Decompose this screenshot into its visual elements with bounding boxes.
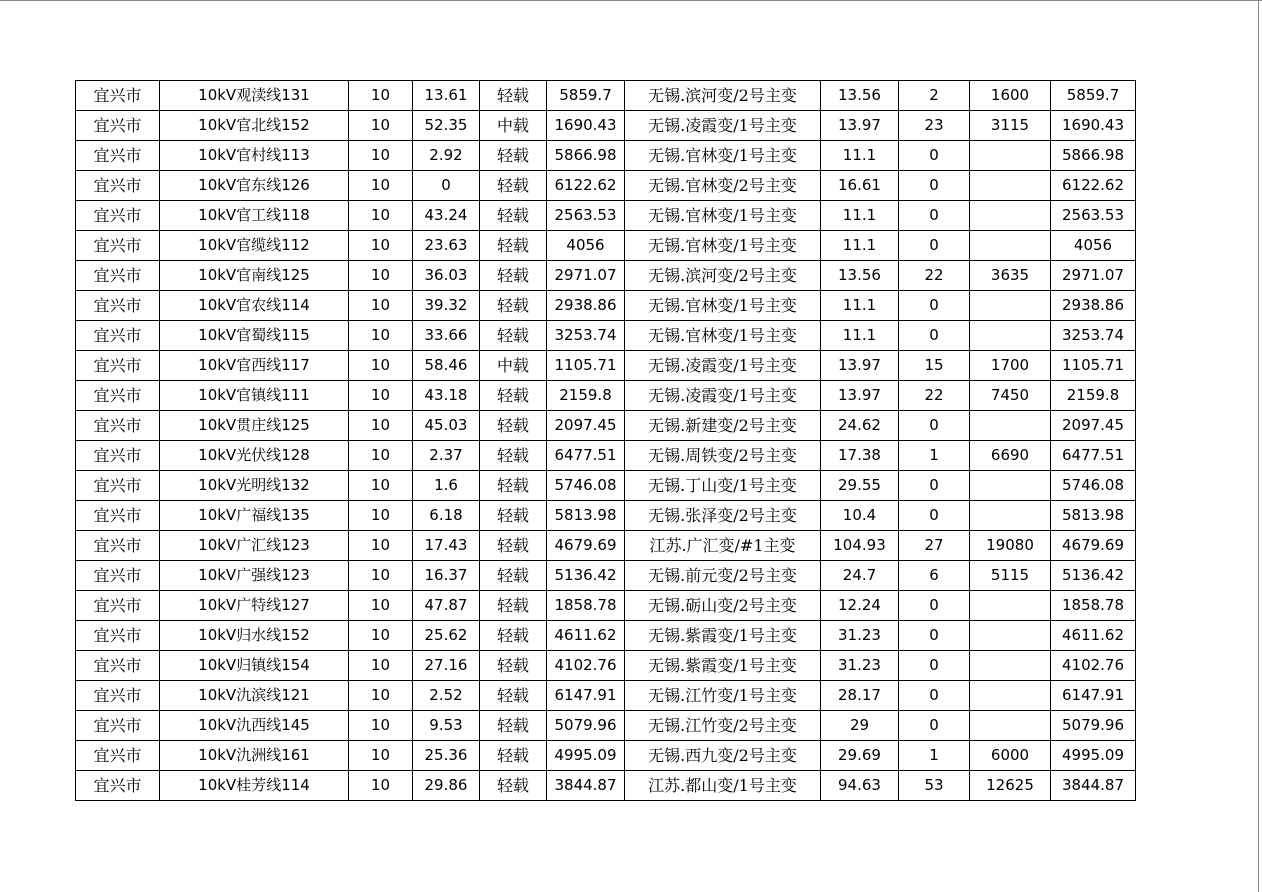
available-capacity-cell: 3844.87 — [547, 771, 625, 801]
city-cell: 宜兴市 — [76, 261, 160, 291]
available-capacity-cell: 2971.07 — [547, 261, 625, 291]
available-capacity-cell: 4611.62 — [547, 621, 625, 651]
load-status-cell: 轻载 — [480, 441, 547, 471]
line-name-cell: 10kV官工线118 — [160, 201, 349, 231]
line-name-cell: 10kV归镇线154 — [160, 651, 349, 681]
table-row — [76, 291, 1136, 321]
remaining-capacity-cell: 4995.09 — [1051, 741, 1136, 771]
load-status-cell: 轻载 — [480, 81, 547, 111]
count-cell: 0 — [899, 231, 970, 261]
load-rate-cell: 2.52 — [413, 681, 480, 711]
transformer-value-cell: 29 — [821, 711, 899, 741]
transformer-value-cell: 24.62 — [821, 411, 899, 441]
load-rate-cell: 43.18 — [413, 381, 480, 411]
available-capacity-cell: 5859.7 — [547, 81, 625, 111]
capacity-cell: 3635 — [970, 261, 1051, 291]
line-name-cell: 10kV官缆线112 — [160, 231, 349, 261]
voltage-cell: 10 — [349, 411, 413, 441]
load-status-cell: 轻载 — [480, 471, 547, 501]
voltage-cell: 10 — [349, 621, 413, 651]
remaining-capacity-cell: 2159.8 — [1051, 381, 1136, 411]
table-row — [76, 201, 1136, 231]
count-cell: 0 — [899, 621, 970, 651]
remaining-capacity-cell: 4102.76 — [1051, 651, 1136, 681]
remaining-capacity-cell: 5859.7 — [1051, 81, 1136, 111]
table-row — [76, 81, 1136, 111]
available-capacity-cell: 4056 — [547, 231, 625, 261]
city-cell: 宜兴市 — [76, 411, 160, 441]
table-row — [76, 591, 1136, 621]
capacity-cell — [970, 651, 1051, 681]
remaining-capacity-cell: 2563.53 — [1051, 201, 1136, 231]
count-cell: 1 — [899, 441, 970, 471]
line-name-cell: 10kV官南线125 — [160, 261, 349, 291]
voltage-cell: 10 — [349, 171, 413, 201]
substation-cell: 无锡.西九变/2号主变 — [625, 741, 821, 771]
remaining-capacity-cell: 1690.43 — [1051, 111, 1136, 141]
table-row — [76, 651, 1136, 681]
count-cell: 15 — [899, 351, 970, 381]
load-rate-cell: 36.03 — [413, 261, 480, 291]
transformer-value-cell: 16.61 — [821, 171, 899, 201]
transformer-value-cell: 13.56 — [821, 261, 899, 291]
count-cell: 22 — [899, 261, 970, 291]
available-capacity-cell: 5136.42 — [547, 561, 625, 591]
transformer-value-cell: 13.97 — [821, 381, 899, 411]
table-row — [76, 711, 1136, 741]
voltage-cell: 10 — [349, 591, 413, 621]
load-status-cell: 轻载 — [480, 321, 547, 351]
remaining-capacity-cell: 3253.74 — [1051, 321, 1136, 351]
load-status-cell: 轻载 — [480, 591, 547, 621]
table-row — [76, 681, 1136, 711]
load-status-cell: 轻载 — [480, 411, 547, 441]
available-capacity-cell: 6477.51 — [547, 441, 625, 471]
table-row — [76, 411, 1136, 441]
substation-cell: 无锡.前元变/2号主变 — [625, 561, 821, 591]
load-rate-cell: 27.16 — [413, 651, 480, 681]
load-rate-cell: 25.62 — [413, 621, 480, 651]
load-status-cell: 轻载 — [480, 621, 547, 651]
available-capacity-cell: 5746.08 — [547, 471, 625, 501]
remaining-capacity-cell: 3844.87 — [1051, 771, 1136, 801]
remaining-capacity-cell: 5746.08 — [1051, 471, 1136, 501]
substation-cell: 无锡.官林变/1号主变 — [625, 141, 821, 171]
voltage-cell: 10 — [349, 561, 413, 591]
transformer-value-cell: 29.55 — [821, 471, 899, 501]
transformer-value-cell: 11.1 — [821, 321, 899, 351]
transformer-value-cell: 29.69 — [821, 741, 899, 771]
voltage-cell: 10 — [349, 771, 413, 801]
capacity-cell: 5115 — [970, 561, 1051, 591]
count-cell: 22 — [899, 381, 970, 411]
count-cell: 53 — [899, 771, 970, 801]
voltage-cell: 10 — [349, 441, 413, 471]
count-cell: 0 — [899, 591, 970, 621]
transformer-value-cell: 13.97 — [821, 351, 899, 381]
substation-cell: 无锡.官林变/1号主变 — [625, 321, 821, 351]
city-cell: 宜兴市 — [76, 141, 160, 171]
capacity-cell: 1700 — [970, 351, 1051, 381]
count-cell: 0 — [899, 141, 970, 171]
capacity-cell — [970, 411, 1051, 441]
load-rate-cell: 6.18 — [413, 501, 480, 531]
city-cell: 宜兴市 — [76, 81, 160, 111]
line-name-cell: 10kV官东线126 — [160, 171, 349, 201]
table-row — [76, 471, 1136, 501]
available-capacity-cell: 4102.76 — [547, 651, 625, 681]
load-rate-cell: 39.32 — [413, 291, 480, 321]
city-cell: 宜兴市 — [76, 321, 160, 351]
city-cell: 宜兴市 — [76, 231, 160, 261]
substation-cell: 无锡.周铁变/2号主变 — [625, 441, 821, 471]
table-row — [76, 381, 1136, 411]
line-name-cell: 10kV官村线113 — [160, 141, 349, 171]
load-rate-cell: 58.46 — [413, 351, 480, 381]
substation-cell: 江苏.都山变/1号主变 — [625, 771, 821, 801]
voltage-cell: 10 — [349, 741, 413, 771]
page-right-edge — [1258, 0, 1259, 892]
remaining-capacity-cell: 5866.98 — [1051, 141, 1136, 171]
substation-cell: 无锡.官林变/1号主变 — [625, 291, 821, 321]
load-status-cell: 轻载 — [480, 261, 547, 291]
count-cell: 27 — [899, 531, 970, 561]
voltage-cell: 10 — [349, 201, 413, 231]
voltage-cell: 10 — [349, 711, 413, 741]
load-status-cell: 轻载 — [480, 651, 547, 681]
line-name-cell: 10kV桂芳线114 — [160, 771, 349, 801]
load-status-cell: 轻载 — [480, 141, 547, 171]
voltage-cell: 10 — [349, 141, 413, 171]
transformer-value-cell: 11.1 — [821, 201, 899, 231]
count-cell: 2 — [899, 81, 970, 111]
count-cell: 23 — [899, 111, 970, 141]
table-row — [76, 111, 1136, 141]
city-cell: 宜兴市 — [76, 651, 160, 681]
capacity-cell — [970, 171, 1051, 201]
substation-cell: 无锡.官林变/2号主变 — [625, 171, 821, 201]
available-capacity-cell: 1858.78 — [547, 591, 625, 621]
load-rate-cell: 13.61 — [413, 81, 480, 111]
load-rate-cell: 23.63 — [413, 231, 480, 261]
load-rate-cell: 1.6 — [413, 471, 480, 501]
city-cell: 宜兴市 — [76, 591, 160, 621]
available-capacity-cell: 4679.69 — [547, 531, 625, 561]
voltage-cell: 10 — [349, 291, 413, 321]
table-row — [76, 501, 1136, 531]
line-name-cell: 10kV官西线117 — [160, 351, 349, 381]
load-status-cell: 轻载 — [480, 501, 547, 531]
load-status-cell: 轻载 — [480, 291, 547, 321]
city-cell: 宜兴市 — [76, 621, 160, 651]
line-name-cell: 10kV归水线152 — [160, 621, 349, 651]
substation-cell: 无锡.砺山变/2号主变 — [625, 591, 821, 621]
substation-cell: 无锡.江竹变/1号主变 — [625, 681, 821, 711]
load-rate-cell: 17.43 — [413, 531, 480, 561]
available-capacity-cell: 2159.8 — [547, 381, 625, 411]
voltage-cell: 10 — [349, 501, 413, 531]
voltage-cell: 10 — [349, 531, 413, 561]
load-rate-cell: 43.24 — [413, 201, 480, 231]
substation-cell: 无锡.凌霞变/1号主变 — [625, 351, 821, 381]
line-name-cell: 10kV官农线114 — [160, 291, 349, 321]
remaining-capacity-cell: 6147.91 — [1051, 681, 1136, 711]
capacity-cell: 7450 — [970, 381, 1051, 411]
line-name-cell: 10kV光伏线128 — [160, 441, 349, 471]
transformer-value-cell: 12.24 — [821, 591, 899, 621]
table-row — [76, 531, 1136, 561]
substation-cell: 江苏.广汇变/#1主变 — [625, 531, 821, 561]
remaining-capacity-cell: 5813.98 — [1051, 501, 1136, 531]
city-cell: 宜兴市 — [76, 171, 160, 201]
line-name-cell: 10kV观渎线131 — [160, 81, 349, 111]
available-capacity-cell: 6122.62 — [547, 171, 625, 201]
capacity-cell — [970, 501, 1051, 531]
remaining-capacity-cell: 2097.45 — [1051, 411, 1136, 441]
load-status-cell: 轻载 — [480, 771, 547, 801]
line-name-cell: 10kV广福线135 — [160, 501, 349, 531]
transformer-value-cell: 104.93 — [821, 531, 899, 561]
capacity-cell — [970, 141, 1051, 171]
city-cell: 宜兴市 — [76, 291, 160, 321]
load-rate-cell: 33.66 — [413, 321, 480, 351]
transformer-value-cell: 10.4 — [821, 501, 899, 531]
substation-cell: 无锡.官林变/1号主变 — [625, 201, 821, 231]
capacity-cell — [970, 471, 1051, 501]
load-status-cell: 轻载 — [480, 171, 547, 201]
transformer-value-cell: 11.1 — [821, 141, 899, 171]
capacity-cell: 6000 — [970, 741, 1051, 771]
remaining-capacity-cell: 4679.69 — [1051, 531, 1136, 561]
capacity-cell — [970, 681, 1051, 711]
city-cell: 宜兴市 — [76, 711, 160, 741]
remaining-capacity-cell: 1105.71 — [1051, 351, 1136, 381]
remaining-capacity-cell: 6477.51 — [1051, 441, 1136, 471]
voltage-cell: 10 — [349, 111, 413, 141]
table-row — [76, 261, 1136, 291]
city-cell: 宜兴市 — [76, 351, 160, 381]
load-rate-cell: 2.92 — [413, 141, 480, 171]
transformer-value-cell: 11.1 — [821, 231, 899, 261]
available-capacity-cell: 6147.91 — [547, 681, 625, 711]
remaining-capacity-cell: 1858.78 — [1051, 591, 1136, 621]
capacity-cell — [970, 711, 1051, 741]
capacity-cell: 19080 — [970, 531, 1051, 561]
substation-cell: 无锡.江竹变/2号主变 — [625, 711, 821, 741]
table-row — [76, 561, 1136, 591]
capacity-cell — [970, 291, 1051, 321]
load-rate-cell: 9.53 — [413, 711, 480, 741]
line-name-cell: 10kV氿洲线161 — [160, 741, 349, 771]
voltage-cell: 10 — [349, 261, 413, 291]
table-body — [76, 81, 1136, 801]
available-capacity-cell: 4995.09 — [547, 741, 625, 771]
count-cell: 0 — [899, 651, 970, 681]
count-cell: 0 — [899, 201, 970, 231]
city-cell: 宜兴市 — [76, 471, 160, 501]
city-cell: 宜兴市 — [76, 201, 160, 231]
capacity-cell — [970, 321, 1051, 351]
transformer-value-cell: 31.23 — [821, 621, 899, 651]
voltage-cell: 10 — [349, 681, 413, 711]
available-capacity-cell: 2938.86 — [547, 291, 625, 321]
line-name-cell: 10kV官镇线111 — [160, 381, 349, 411]
capacity-cell — [970, 231, 1051, 261]
voltage-cell: 10 — [349, 81, 413, 111]
table-row — [76, 351, 1136, 381]
substation-cell: 无锡.紫霞变/1号主变 — [625, 651, 821, 681]
capacity-cell: 3115 — [970, 111, 1051, 141]
capacity-cell: 6690 — [970, 441, 1051, 471]
substation-cell: 无锡.张泽变/2号主变 — [625, 501, 821, 531]
voltage-cell: 10 — [349, 231, 413, 261]
available-capacity-cell: 5813.98 — [547, 501, 625, 531]
load-status-cell: 轻载 — [480, 711, 547, 741]
substation-cell: 无锡.滨河变/2号主变 — [625, 261, 821, 291]
city-cell: 宜兴市 — [76, 501, 160, 531]
count-cell: 0 — [899, 471, 970, 501]
transformer-value-cell: 11.1 — [821, 291, 899, 321]
remaining-capacity-cell: 4611.62 — [1051, 621, 1136, 651]
line-name-cell: 10kV广汇线123 — [160, 531, 349, 561]
load-rate-cell: 29.86 — [413, 771, 480, 801]
table-row — [76, 621, 1136, 651]
available-capacity-cell: 2563.53 — [547, 201, 625, 231]
count-cell: 0 — [899, 171, 970, 201]
transformer-value-cell: 94.63 — [821, 771, 899, 801]
capacity-cell — [970, 591, 1051, 621]
available-capacity-cell: 3253.74 — [547, 321, 625, 351]
page-top-edge — [0, 0, 1262, 1]
available-capacity-cell: 5866.98 — [547, 141, 625, 171]
load-status-cell: 中载 — [480, 111, 547, 141]
line-name-cell: 10kV贯庄线125 — [160, 411, 349, 441]
load-rate-cell: 25.36 — [413, 741, 480, 771]
city-cell: 宜兴市 — [76, 441, 160, 471]
line-name-cell: 10kV氿滨线121 — [160, 681, 349, 711]
count-cell: 0 — [899, 321, 970, 351]
count-cell: 0 — [899, 681, 970, 711]
line-name-cell: 10kV氿西线145 — [160, 711, 349, 741]
remaining-capacity-cell: 2971.07 — [1051, 261, 1136, 291]
voltage-cell: 10 — [349, 321, 413, 351]
available-capacity-cell: 1690.43 — [547, 111, 625, 141]
line-name-cell: 10kV官北线152 — [160, 111, 349, 141]
city-cell: 宜兴市 — [76, 111, 160, 141]
substation-cell: 无锡.丁山变/1号主变 — [625, 471, 821, 501]
transformer-value-cell: 13.97 — [821, 111, 899, 141]
line-name-cell: 10kV广特线127 — [160, 591, 349, 621]
transformer-value-cell: 13.56 — [821, 81, 899, 111]
count-cell: 0 — [899, 501, 970, 531]
load-status-cell: 轻载 — [480, 231, 547, 261]
capacity-cell — [970, 201, 1051, 231]
count-cell: 0 — [899, 411, 970, 441]
table-row — [76, 771, 1136, 801]
load-rate-cell: 47.87 — [413, 591, 480, 621]
city-cell: 宜兴市 — [76, 771, 160, 801]
load-status-cell: 轻载 — [480, 741, 547, 771]
count-cell: 0 — [899, 711, 970, 741]
voltage-cell: 10 — [349, 471, 413, 501]
substation-cell: 无锡.滨河变/2号主变 — [625, 81, 821, 111]
substation-cell: 无锡.官林变/1号主变 — [625, 231, 821, 261]
remaining-capacity-cell: 4056 — [1051, 231, 1136, 261]
remaining-capacity-cell: 5079.96 — [1051, 711, 1136, 741]
voltage-cell: 10 — [349, 351, 413, 381]
line-name-cell: 10kV光明线132 — [160, 471, 349, 501]
load-rate-cell: 2.37 — [413, 441, 480, 471]
table-row — [76, 171, 1136, 201]
count-cell: 1 — [899, 741, 970, 771]
substation-cell: 无锡.凌霞变/1号主变 — [625, 111, 821, 141]
capacity-cell: 12625 — [970, 771, 1051, 801]
city-cell: 宜兴市 — [76, 531, 160, 561]
remaining-capacity-cell: 2938.86 — [1051, 291, 1136, 321]
table-row — [76, 441, 1136, 471]
load-status-cell: 轻载 — [480, 681, 547, 711]
substation-cell: 无锡.凌霞变/1号主变 — [625, 381, 821, 411]
load-rate-cell: 52.35 — [413, 111, 480, 141]
load-status-cell: 轻载 — [480, 201, 547, 231]
table-row — [76, 141, 1136, 171]
available-capacity-cell: 2097.45 — [547, 411, 625, 441]
substation-cell: 无锡.新建变/2号主变 — [625, 411, 821, 441]
feeder-load-table — [75, 80, 1136, 801]
transformer-value-cell: 28.17 — [821, 681, 899, 711]
capacity-cell — [970, 621, 1051, 651]
voltage-cell: 10 — [349, 381, 413, 411]
remaining-capacity-cell: 5136.42 — [1051, 561, 1136, 591]
count-cell: 0 — [899, 291, 970, 321]
city-cell: 宜兴市 — [76, 381, 160, 411]
available-capacity-cell: 1105.71 — [547, 351, 625, 381]
load-rate-cell: 16.37 — [413, 561, 480, 591]
capacity-cell: 1600 — [970, 81, 1051, 111]
count-cell: 6 — [899, 561, 970, 591]
voltage-cell: 10 — [349, 651, 413, 681]
city-cell: 宜兴市 — [76, 561, 160, 591]
table-row — [76, 741, 1136, 771]
load-rate-cell: 0 — [413, 171, 480, 201]
transformer-value-cell: 17.38 — [821, 441, 899, 471]
city-cell: 宜兴市 — [76, 741, 160, 771]
table-row — [76, 321, 1136, 351]
line-name-cell: 10kV广强线123 — [160, 561, 349, 591]
transformer-value-cell: 24.7 — [821, 561, 899, 591]
load-rate-cell: 45.03 — [413, 411, 480, 441]
load-status-cell: 中载 — [480, 351, 547, 381]
load-status-cell: 轻载 — [480, 381, 547, 411]
table-row — [76, 231, 1136, 261]
transformer-value-cell: 31.23 — [821, 651, 899, 681]
load-status-cell: 轻载 — [480, 561, 547, 591]
city-cell: 宜兴市 — [76, 681, 160, 711]
line-name-cell: 10kV官蜀线115 — [160, 321, 349, 351]
available-capacity-cell: 5079.96 — [547, 711, 625, 741]
load-status-cell: 轻载 — [480, 531, 547, 561]
substation-cell: 无锡.紫霞变/1号主变 — [625, 621, 821, 651]
remaining-capacity-cell: 6122.62 — [1051, 171, 1136, 201]
